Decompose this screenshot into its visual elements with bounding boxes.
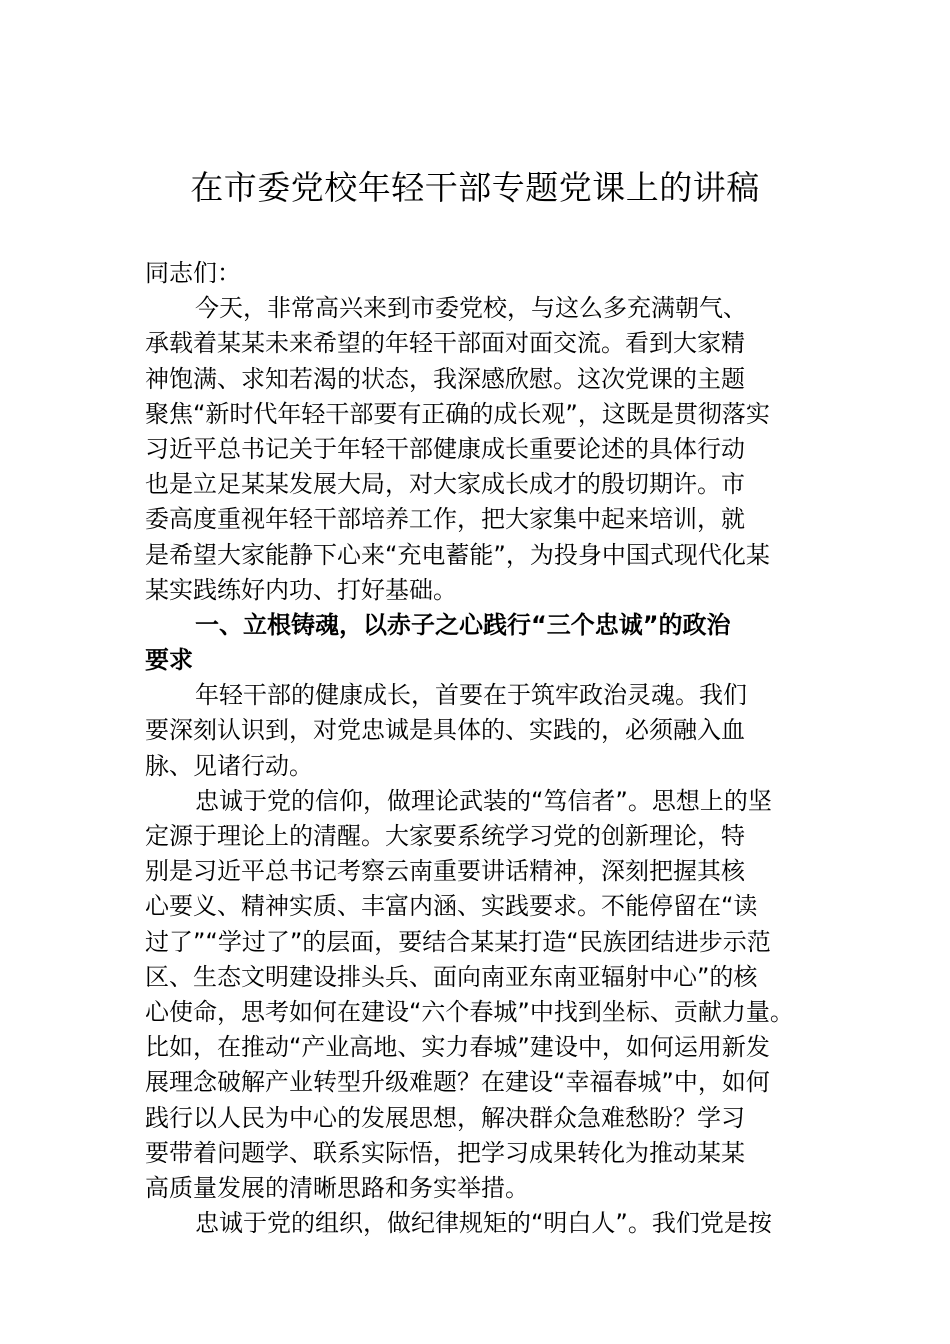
paragraph-line: 承载着某某未来希望的年轻干部面对面交流。看到大家精 — [145, 329, 745, 358]
paragraph-line: 是希望大家能静下心来“充电蓄能”，为投身中国式现代化某 — [145, 540, 770, 569]
paragraph-line: 聚焦“新时代年轻干部要有正确的成长观”，这既是贯彻落实 — [145, 399, 770, 428]
paragraph-line: 别是习近平总书记考察云南重要讲话精神，深刻把握其核 — [145, 857, 745, 886]
paragraph-line: 心使命，思考如何在建设“六个春城”中找到坐标、贡献力量。 — [145, 997, 794, 1026]
document-body — [145, 256, 805, 1241]
paragraph-line: 过了”“学过了”的层面，要结合某某打造“民族团结进步示范 — [145, 927, 771, 956]
paragraph-line: 习近平总书记关于年轻干部健康成长重要论述的具体行动 — [145, 434, 745, 463]
paragraph-line: 某实践练好内功、打好基础。 — [145, 575, 457, 604]
section-heading-line: 一、立根铸魂，以赤子之心践行“三个忠诚”的政治 — [195, 610, 731, 639]
paragraph-line: 比如，在推动“产业高地、实力春城”建设中，如何运用新发 — [145, 1033, 770, 1062]
paragraph-line: 定源于理论上的清醒。大家要系统学习党的创新理论，特 — [145, 822, 745, 850]
document-title: 在市委党校年轻干部专题党课上的讲稿 — [190, 168, 760, 207]
paragraph-line: 忠诚于党的组织，做纪律规矩的“明白人”。我们党是按 — [195, 1209, 772, 1238]
paragraph-line: 脉、见诸行动。 — [145, 751, 313, 780]
paragraph-line: 也是立足某某发展大局，对大家成长成才的殷切期许。市 — [145, 470, 745, 499]
paragraph-line: 践行以人民为中心的发展思想，解决群众急难愁盼？学习 — [145, 1103, 745, 1132]
paragraph-line: 年轻干部的健康成长，首要在于筑牢政治灵魂。我们 — [195, 681, 747, 710]
paragraph-line: 要深刻认识到，对党忠诚是具体的、实践的，必须融入血 — [145, 716, 745, 745]
paragraph-line: 区、生态文明建设排头兵、面向南亚东南亚辐射中心”的核 — [145, 962, 758, 991]
paragraph-line: 今天，非常高兴来到市委党校，与这么多充满朝气、 — [195, 294, 747, 323]
paragraph-line: 委高度重视年轻干部培养工作，把大家集中起来培训，就 — [145, 505, 745, 534]
section-heading-line: 要求 — [145, 646, 193, 675]
salutation-line: 同志们： — [145, 259, 241, 287]
paragraph-line: 高质量发展的清晰思路和务实举措。 — [145, 1173, 529, 1202]
paragraph-line: 忠诚于党的信仰，做理论武装的“笃信者”。思想上的坚 — [195, 786, 772, 815]
paragraph-line: 展理念破解产业转型升级难题？在建设“幸福春城”中，如何 — [145, 1068, 770, 1097]
paragraph-line: 心要义、精神实质、丰富内涵、实践要求。不能停留在“读 — [145, 892, 758, 921]
paragraph-line: 神饱满、求知若渴的状态，我深感欣慰。这次党课的主题 — [145, 364, 745, 393]
paragraph-line: 要带着问题学、联系实际悟，把学习成果转化为推动某某 — [145, 1138, 745, 1167]
